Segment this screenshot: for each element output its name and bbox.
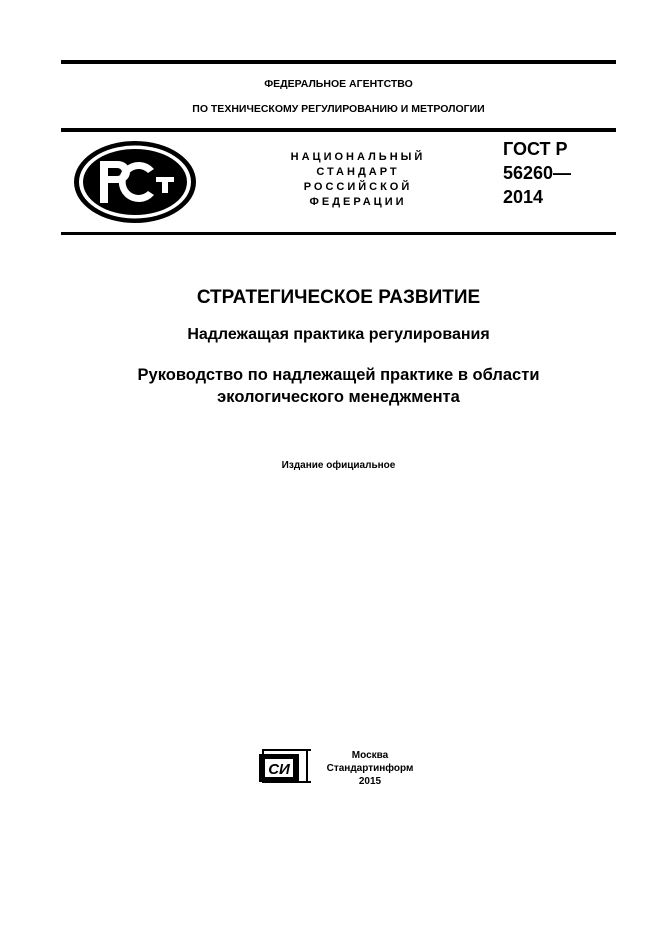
agency-line-2: ПО ТЕХНИЧЕСКОМУ РЕГУЛИРОВАНИЮ И МЕТРОЛОГИИ <box>192 103 485 115</box>
rst-certification-mark-icon <box>72 139 198 225</box>
document-subtitle-1: Надлежащая практика регулирования <box>187 326 490 343</box>
national-standard-label <box>268 150 448 210</box>
subtitle-2-line-1: Руководство по надлежащей практике в области <box>137 366 540 384</box>
national-line-4: ФЕДЕРАЦИИ <box>309 196 407 208</box>
publisher-city: Москва <box>351 750 389 761</box>
agency-line-1: ФЕДЕРАЛЬНОЕ АГЕНТСТВО <box>264 78 413 90</box>
document-subtitle-2 <box>61 364 616 408</box>
gost-designation <box>503 137 571 209</box>
national-line-2: СТАНДАРТ <box>316 166 400 178</box>
gost-line-2: 56260— <box>503 163 572 183</box>
edition-label: Издание официальное <box>281 460 396 471</box>
document-title: СТРАТЕГИЧЕСКОЕ РАЗВИТИЕ <box>196 287 481 308</box>
top-rule <box>61 60 616 64</box>
publisher-name: Стандартинформ <box>326 763 414 774</box>
gost-line-1: ГОСТ Р <box>503 139 568 159</box>
block-bottom-rule <box>61 232 616 235</box>
gost-line-3: 2014 <box>503 187 544 207</box>
publisher-block <box>320 749 420 788</box>
publisher-logo-text: СИ <box>268 761 290 778</box>
block-top-rule <box>61 128 616 132</box>
subtitle-2-line-2: экологического менеджмента <box>217 388 460 406</box>
standartinform-logo-icon <box>259 746 313 786</box>
publisher-year: 2015 <box>358 776 382 787</box>
national-line-1: НАЦИОНАЛЬНЫЙ <box>290 151 426 163</box>
national-line-3: РОССИЙСКОЙ <box>303 181 413 193</box>
